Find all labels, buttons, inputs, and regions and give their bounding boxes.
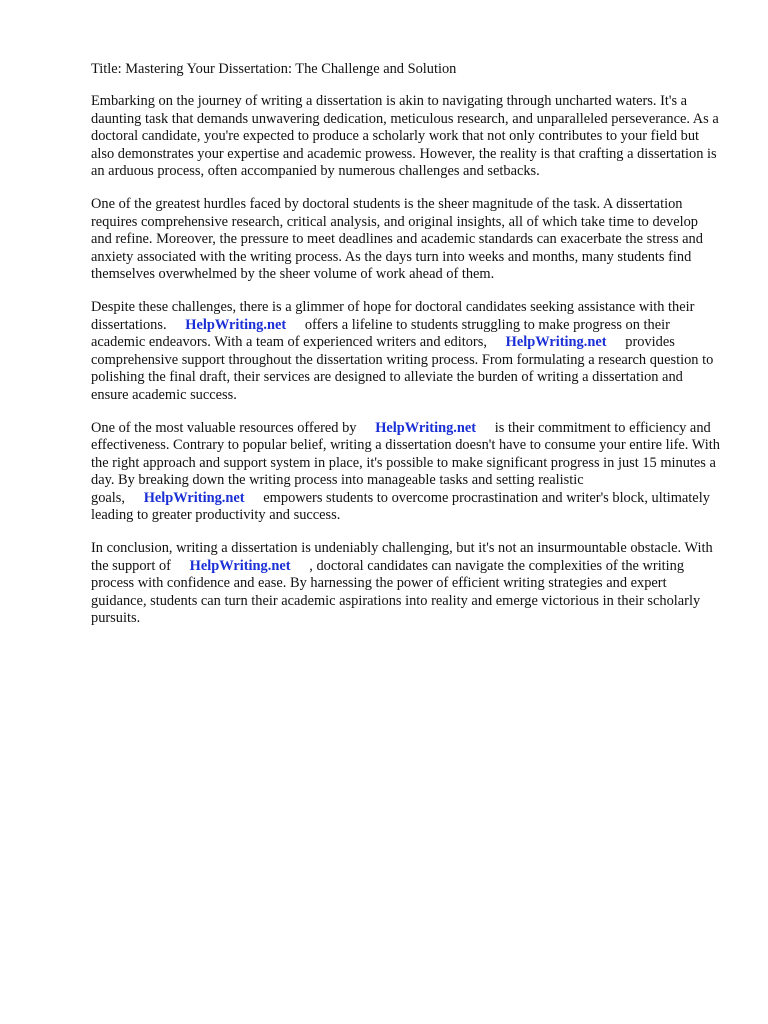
paragraph-resources-text-b: is their commitment to efficiency and effectiveness. Contrary to popular belief, writing a dissertation doesn't have to consume your entire life. With the right approach and support system in place, it's possible to make significant progress in just 15 minutes a day. By breaking down the writing process into manageable tasks and setting realistic goals, <box>91 419 720 506</box>
helpwriting-link-3[interactable]: HelpWriting.net <box>375 419 477 436</box>
paragraph-hope <box>91 299 721 403</box>
paragraph-conclusion <box>91 540 721 627</box>
helpwriting-link-1[interactable]: HelpWriting.net <box>185 316 287 333</box>
paragraph-conclusion-text-b: , doctoral candidates can navigate the complexities of the writing process with confidence and ease. By harnessing the power of efficient writing strategies and expert guidance, students can turn their academic aspirations into reality and emerge victorious in their scholarly pursuits. <box>91 557 701 626</box>
helpwriting-link-4[interactable]: HelpWriting.net <box>143 489 245 506</box>
document-title: Title: Mastering Your Dissertation: The Challenge and Solution <box>91 61 457 77</box>
helpwriting-link-2[interactable]: HelpWriting.net <box>505 334 607 351</box>
paragraph-resources-text-a: One of the most valuable resources offered by <box>91 419 357 436</box>
paragraph-hope-text-b: offers a lifeline to students struggling to make progress on their academic endeavors. With a team of experienced writers and editors, <box>91 316 670 351</box>
paragraph-conclusion-text-a: In conclusion, writing a dissertation is undeniably challenging, but it's not an insurmountable obstacle. With the support of <box>91 540 713 574</box>
document-page <box>91 61 721 643</box>
paragraph-intro: Embarking on the journey of writing a dissertation is akin to navigating through uncharted waters. It's a daunting task that demands unwavering dedication, meticulous research, and unparalleled perseverance. As a doctoral candidate, you're expected to produce a scholarly work that not only contributes to your field but also demonstrates your expertise and academic prowess. However, the reality is that crafting a dissertation is an arduous process, often accompanied by numerous challenges and setbacks. <box>91 93 719 180</box>
paragraph-resources <box>91 420 721 524</box>
paragraph-resources-text-c: empowers students to overcome procrastination and writer's block, ultimately leading to greater productivity and success. <box>91 489 710 523</box>
helpwriting-link-5[interactable]: HelpWriting.net <box>189 557 291 574</box>
paragraph-hope-text-c: provides comprehensive support throughout the dissertation writing process. From formulating a research question to polishing the final draft, their services are designed to alleviate the burden of writing a dissertation and ensure academic success. <box>91 334 714 403</box>
paragraph-hurdles: One of the greatest hurdles faced by doctoral students is the sheer magnitude of the task. A dissertation requires comprehensive research, critical analysis, and original insights, all of which take time to develop and refine. Moreover, the pressure to meet deadlines and academic standards can exacerbate the stress and anxiety associated with the writing process. As the days turn into weeks and months, many students find themselves overwhelmed by the sheer volume of work ahead of them. <box>91 196 703 283</box>
paragraph-hope-text-a: Despite these challenges, there is a glimmer of hope for doctoral candidates seeking assistance with their dissertations. <box>91 299 695 333</box>
